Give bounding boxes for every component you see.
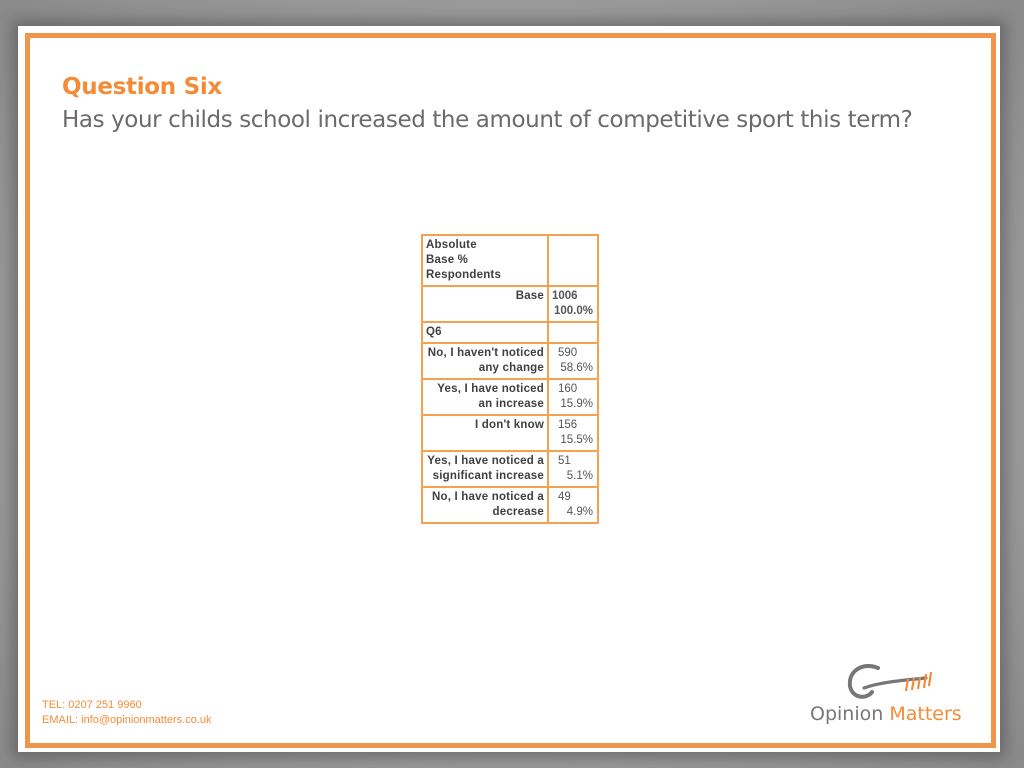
answer-percent: 4.9%: [566, 506, 593, 518]
base-values: [549, 287, 597, 321]
header-value-cell: [549, 236, 597, 285]
answer-values: [549, 452, 597, 486]
brand-logo: [810, 703, 962, 725]
answer-percent: 5.1%: [566, 470, 593, 482]
question-text: Has your childs school increased the amount of competitive sport this term?: [62, 107, 913, 133]
answer-count: 160: [558, 383, 578, 395]
answer-percent: 15.5%: [560, 434, 593, 446]
header-line-base-pct: Base %: [426, 254, 469, 266]
answer-label: Yes, I have noticed a significant increase: [423, 452, 547, 486]
question-row: [423, 323, 597, 342]
answer-percent: 15.9%: [560, 398, 593, 410]
base-percent: 100.0%: [553, 305, 593, 317]
header-label-cell: [423, 236, 547, 285]
contact-info: [42, 698, 212, 728]
answer-count: 49: [558, 491, 571, 503]
answer-values: [549, 344, 597, 378]
answer-count: 590: [558, 347, 578, 359]
question-title: Question Six: [62, 74, 222, 100]
header-line-absolute: Absolute: [426, 239, 477, 251]
header-line-respondents: Respondents: [426, 269, 502, 281]
base-row: [423, 287, 597, 321]
answer-count: 156: [558, 419, 578, 431]
answer-label: I don't know: [423, 416, 547, 450]
base-count: 1006: [552, 290, 578, 302]
table-row: [423, 344, 597, 378]
answer-count: 51: [558, 455, 571, 467]
answer-values: [549, 380, 597, 414]
answer-label: No, I have noticed a decrease: [423, 488, 547, 522]
table-row: [423, 488, 597, 522]
answer-percent: 58.6%: [560, 362, 593, 374]
logo-word-opinion: Opinion: [810, 703, 884, 725]
contact-tel: TEL: 0207 251 9960: [42, 699, 142, 711]
question-value-cell: [549, 323, 597, 342]
answer-label: No, I haven't noticed any change: [423, 344, 547, 378]
answer-label: Yes, I have noticed an increase: [423, 380, 547, 414]
table-row: [423, 416, 597, 450]
question-label: Q6: [423, 323, 547, 342]
answer-values: [549, 488, 597, 522]
table-row: [423, 380, 597, 414]
answer-values: [549, 416, 597, 450]
logo-word-matters: Matters: [889, 703, 962, 725]
table-header-row: [423, 236, 597, 285]
contact-email: EMAIL: info@opinionmatters.co.uk: [42, 714, 212, 726]
base-label: Base: [423, 287, 547, 321]
results-table: [421, 234, 599, 524]
table-row: [423, 452, 597, 486]
